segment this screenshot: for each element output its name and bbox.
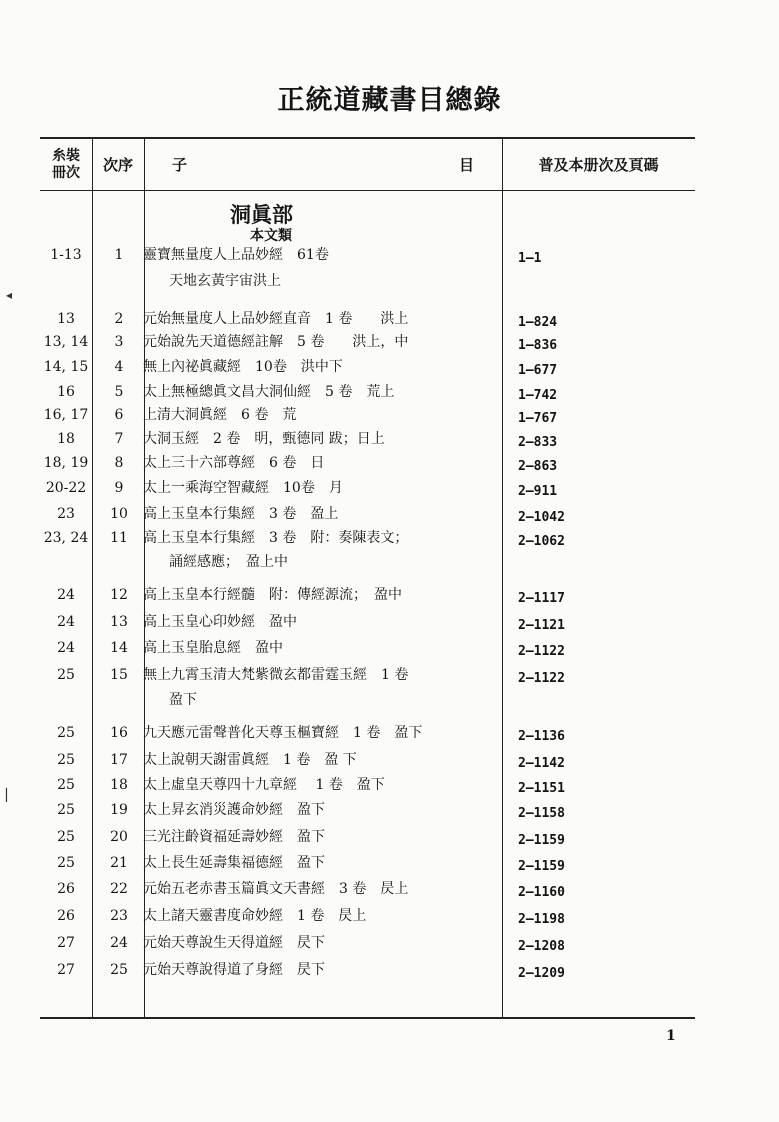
row-sequence: 7 xyxy=(114,431,124,447)
row-sequence: 1 xyxy=(114,247,124,263)
column-divider xyxy=(502,139,503,1017)
header-rule xyxy=(40,190,695,191)
row-sequence: 9 xyxy=(114,480,124,496)
row-sequence: 19 xyxy=(110,802,128,818)
row-pages: 2—1198 xyxy=(518,912,565,927)
row-pages: 2—833 xyxy=(518,435,558,450)
row-pages: 1—1 xyxy=(518,251,542,266)
row-pages: 1—677 xyxy=(518,363,558,378)
row-sequence: 18 xyxy=(110,777,128,793)
header-volume-line2: 冊次 xyxy=(52,164,80,181)
contents-table xyxy=(40,137,695,1019)
row-volume: 20-22 xyxy=(45,480,87,496)
row-title: 太上無極總眞文昌大洞仙經 5 卷 荒上 xyxy=(143,384,395,400)
row-volume: 27 xyxy=(57,935,75,951)
row-volume: 13, 14 xyxy=(43,334,89,350)
row-pages: 2—1160 xyxy=(518,885,565,900)
row-sequence: 6 xyxy=(114,407,124,423)
row-sequence: 20 xyxy=(110,829,128,845)
header-volume xyxy=(40,139,92,190)
row-title: 太上諸天靈書度命妙經 1 卷 昃上 xyxy=(143,908,367,924)
row-title: 元始無量度人上品妙經直音 1 卷 洪上 xyxy=(143,311,409,327)
row-pages: 1—767 xyxy=(518,411,558,426)
row-volume: 26 xyxy=(57,881,75,897)
row-sequence: 25 xyxy=(110,962,128,978)
row-pages: 1—824 xyxy=(518,315,558,330)
row-pages: 2—1122 xyxy=(518,671,565,686)
row-sequence: 24 xyxy=(110,935,128,951)
row-volume: 25 xyxy=(57,855,75,871)
row-pages: 2—1042 xyxy=(518,510,565,525)
header-title xyxy=(144,139,502,190)
row-sequence: 12 xyxy=(110,587,128,603)
row-title: 元始天尊說生天得道經 昃下 xyxy=(143,935,325,951)
row-title: 太上三十六部尊經 6 卷 日 xyxy=(143,455,325,471)
header-volume-char: 裝 xyxy=(66,147,80,164)
row-volume: 27 xyxy=(57,962,75,978)
row-pages: 2—1208 xyxy=(518,939,565,954)
row-volume: 16, 17 xyxy=(43,407,89,423)
row-volume: 1-13 xyxy=(50,247,82,263)
row-sequence: 14 xyxy=(110,640,128,656)
row-pages: 2—1142 xyxy=(518,756,565,771)
row-title: 上清大洞眞經 6 卷 荒 xyxy=(143,407,297,423)
row-title: 元始說先天道德經註解 5 卷 洪上，中 xyxy=(143,334,409,350)
row-sequence: 16 xyxy=(110,725,128,741)
row-volume: 26 xyxy=(57,908,75,924)
row-title: 太上長生延壽集福德經 盈下 xyxy=(143,855,325,871)
row-volume: 16 xyxy=(57,384,75,400)
row-title-continued: 誦經感應； 盈上中 xyxy=(169,554,288,570)
section-heading: 洞眞部 xyxy=(230,203,293,227)
row-pages: 2—1159 xyxy=(518,859,565,874)
row-sequence: 23 xyxy=(110,908,128,924)
row-title-continued: 盈下 xyxy=(169,692,197,708)
row-pages: 2—863 xyxy=(518,459,558,474)
row-volume: 25 xyxy=(57,829,75,845)
scan-speck: ◂ xyxy=(6,288,13,302)
row-sequence: 21 xyxy=(110,855,128,871)
row-title: 靈寶無量度人上品妙經 61卷 xyxy=(143,247,329,263)
row-title: 太上一乘海空智藏經 10卷 月 xyxy=(143,480,343,496)
row-title: 太上虛皇天尊四十九章經 1 卷 盈下 xyxy=(143,777,385,793)
row-pages: 2—1122 xyxy=(518,644,565,659)
row-title: 元始五老赤書玉篇眞文天書經 3 卷 昃上 xyxy=(143,881,409,897)
row-sequence: 15 xyxy=(110,667,128,683)
row-volume: 24 xyxy=(57,614,75,630)
row-title: 元始天尊說得道了身經 昃下 xyxy=(143,962,325,978)
header-sequence: 次序 xyxy=(102,156,133,174)
row-pages: 2—1062 xyxy=(518,534,565,549)
row-sequence: 2 xyxy=(114,311,124,327)
row-sequence: 10 xyxy=(110,506,128,522)
row-title: 太上說朝天謝雷眞經 1 卷 盈 下 xyxy=(143,752,357,768)
row-sequence: 22 xyxy=(110,881,128,897)
row-pages: 1—742 xyxy=(518,388,558,403)
row-title: 高上玉皇本行集經 3 卷 盈上 xyxy=(143,506,339,522)
row-volume: 23 xyxy=(57,506,75,522)
row-sequence: 5 xyxy=(114,384,124,400)
scan-speck: ▏ xyxy=(6,788,16,802)
row-sequence: 4 xyxy=(114,359,124,375)
subsection-heading: 本文類 xyxy=(250,228,292,244)
row-pages: 1—836 xyxy=(518,338,558,353)
row-title: 大洞玉經 2 卷 明，甄德同 跋；日上 xyxy=(143,431,385,447)
row-title: 高上玉皇本行經髓 附：傳經源流； 盈中 xyxy=(143,587,402,603)
row-volume: 24 xyxy=(57,587,75,603)
row-title-continued: 天地玄黃宇宙洪上 xyxy=(169,273,281,289)
row-sequence: 13 xyxy=(110,614,128,630)
row-title: 無上內祕眞藏經 10卷 洪中下 xyxy=(143,359,343,375)
row-sequence: 11 xyxy=(110,530,128,546)
row-pages: 2—1209 xyxy=(518,966,565,981)
row-pages: 2—1121 xyxy=(518,618,565,633)
row-title: 無上九霄玉清大梵紫微玄都雷霆玉經 1 卷 xyxy=(143,667,409,683)
row-pages: 2—1117 xyxy=(518,591,565,606)
header-volume-prefix: 糸 xyxy=(52,147,66,164)
header-pages: 普及本册次及頁碼 xyxy=(538,156,659,174)
row-volume: 14, 15 xyxy=(43,359,89,375)
header-title-right: 目 xyxy=(458,156,474,174)
header-volume-line1 xyxy=(52,148,80,165)
row-sequence: 3 xyxy=(114,334,124,350)
row-pages: 2—1159 xyxy=(518,833,565,848)
row-title: 高上玉皇胎息經 盈中 xyxy=(143,640,283,656)
row-pages: 2—1136 xyxy=(518,729,565,744)
header-title-left: 子 xyxy=(172,156,188,174)
row-volume: 25 xyxy=(57,802,75,818)
row-sequence: 17 xyxy=(110,752,128,768)
row-title: 高上玉皇本行集經 3 卷 附：奏陳表文； xyxy=(143,530,409,546)
row-pages: 2—1151 xyxy=(518,781,565,796)
row-pages: 2—1158 xyxy=(518,806,565,821)
page-number: 1 xyxy=(666,1028,676,1044)
row-title: 三光注齡資福延壽妙經 盈下 xyxy=(143,829,325,845)
row-title: 高上玉皇心印妙經 盈中 xyxy=(143,614,297,630)
row-volume: 24 xyxy=(57,640,75,656)
row-volume: 25 xyxy=(57,777,75,793)
row-volume: 18 xyxy=(57,431,75,447)
row-pages: 2—911 xyxy=(518,484,558,499)
row-title: 太上昇玄消災護命妙經 盈下 xyxy=(143,802,325,818)
row-volume: 23, 24 xyxy=(43,530,89,546)
row-title: 九天應元雷聲普化天尊玉樞寶經 1 卷 盈下 xyxy=(143,725,423,741)
row-sequence: 8 xyxy=(114,455,124,471)
page-title: 正統道藏書目總錄 xyxy=(277,85,502,116)
row-volume: 13 xyxy=(57,311,75,327)
row-volume: 18, 19 xyxy=(43,455,89,471)
row-volume: 25 xyxy=(57,752,75,768)
row-volume: 25 xyxy=(57,725,75,741)
row-volume: 25 xyxy=(57,667,75,683)
